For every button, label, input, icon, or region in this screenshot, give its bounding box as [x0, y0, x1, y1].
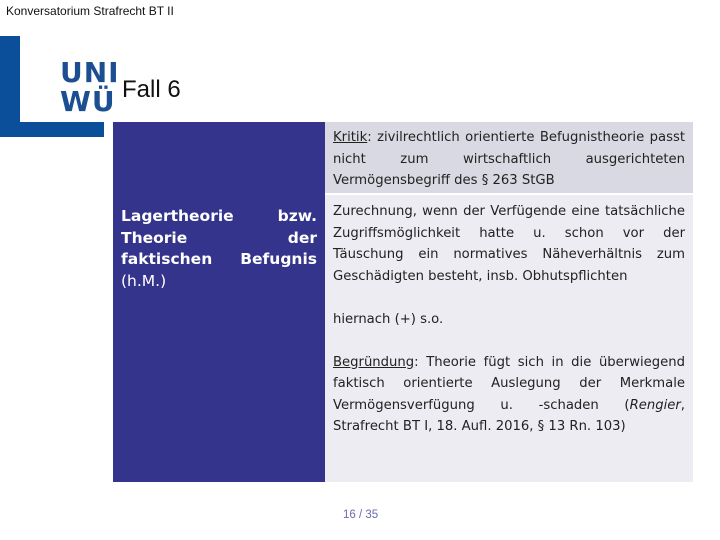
begruendung-paragraph	[333, 352, 685, 438]
slide-title: Fall 6	[122, 76, 181, 103]
theory-name	[121, 206, 317, 292]
kritik-label: Kritik	[333, 130, 368, 145]
page-indicator: 16 / 35	[343, 509, 379, 521]
begruendung-label: Begründung	[333, 354, 415, 370]
zurechnung-paragraph: Zurechnung, wenn der Verfügende eine tatsächliche Zugriffsmöglichkeit hatte u. schon vor der Täuschung ein normatives Näheverhältnis zum Geschädigten besteht, insb. Obhutspflichten	[333, 204, 685, 284]
kritik-cell	[325, 122, 693, 193]
course-title: Konversatorium Strafrecht BT II	[6, 4, 174, 18]
begruendung-text: : Theorie fügt sich in die überwiegend faktisch orientierte Auslegung der Merkmale Vermögensverfügung u. -schaden (	[333, 354, 685, 413]
kritik-text: : zivilrechtlich orientierte Befugnistheorie passt nicht zum wirtschaftlich ausgerichteten Vermögensbegriff des § 263 StGB	[333, 130, 685, 188]
theory-name-suffix: (h.M.)	[121, 271, 167, 290]
logo-line-2: WÜ	[60, 85, 116, 118]
explanation-text	[333, 201, 685, 438]
theory-name-cell	[113, 122, 325, 482]
logo-line-1: UNI	[60, 56, 120, 89]
university-logo	[20, 36, 120, 122]
citation-author: Rengier	[629, 397, 681, 413]
hiernach-paragraph: hiernach (+) s.o.	[333, 311, 444, 327]
explanation-cell	[325, 195, 693, 482]
theory-name-bold: Lagertheorie bzw. Theorie der faktischen Befugnis	[121, 207, 317, 268]
kritik-paragraph	[333, 127, 685, 192]
citation-rest: , Strafrecht BT I, 18. Aufl. 2016, § 13 Rn. 103)	[333, 397, 685, 434]
